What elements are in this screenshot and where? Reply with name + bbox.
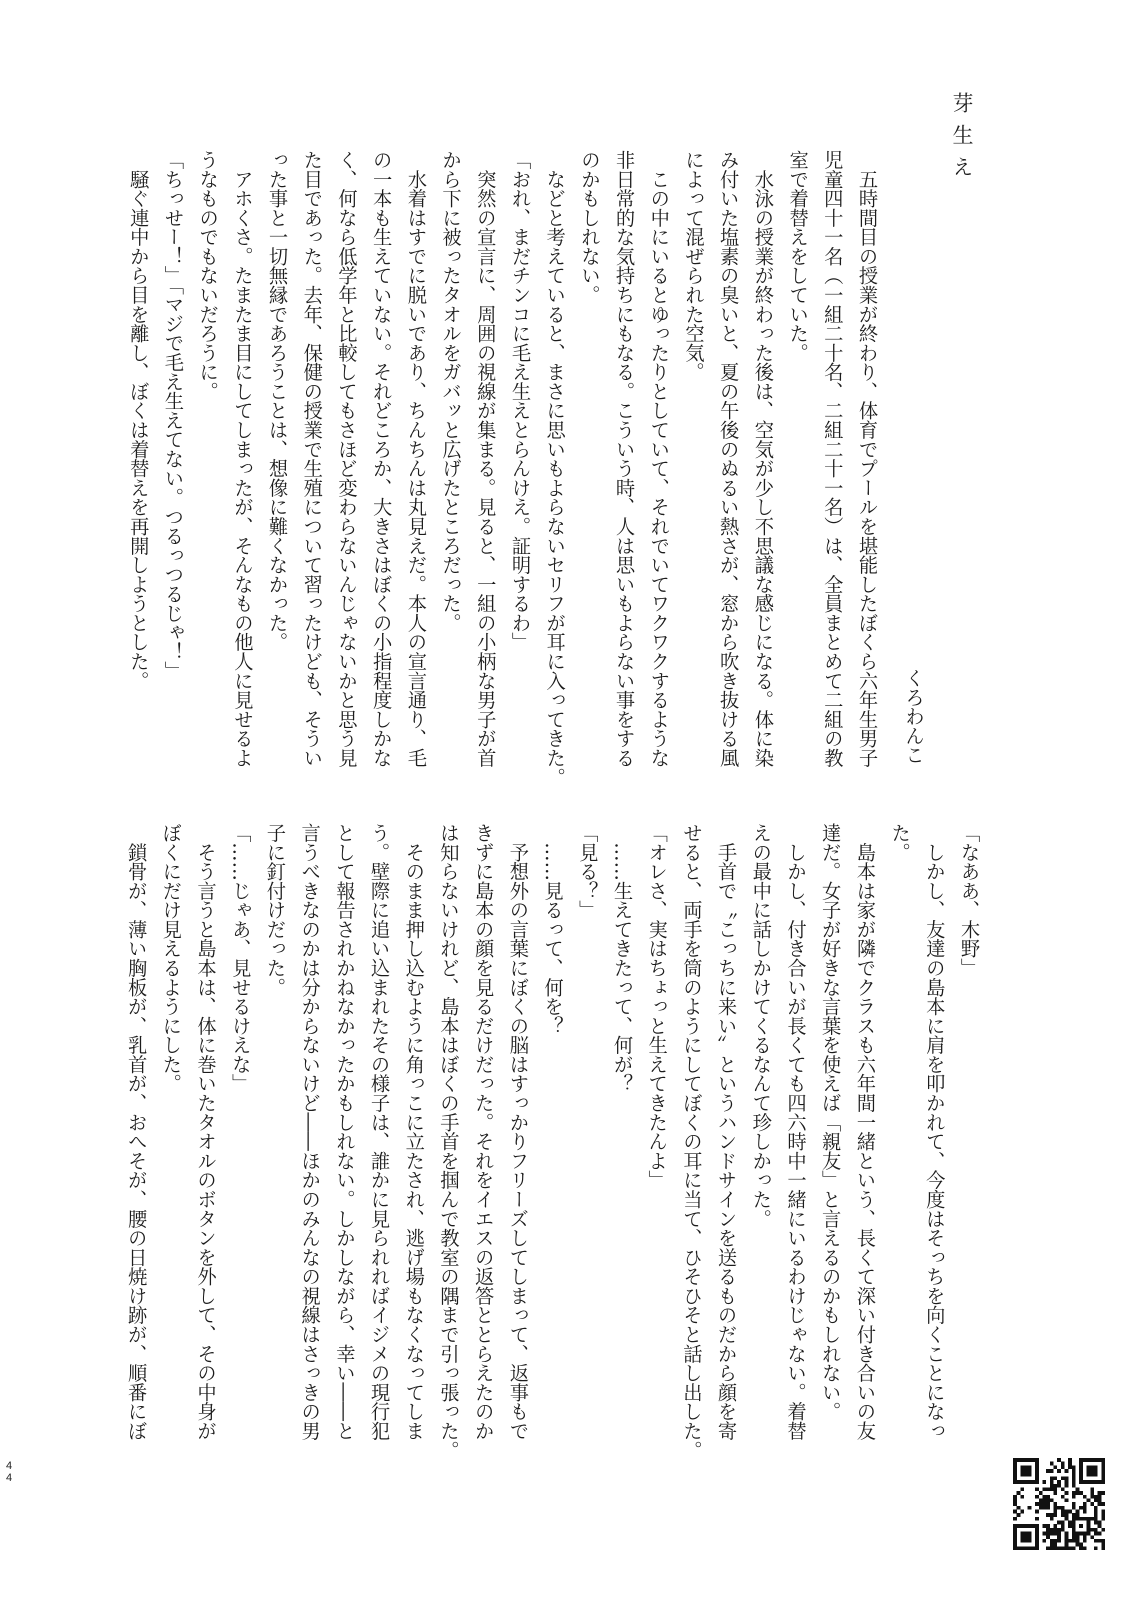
text-column: は知らないけれど、島本はぼくの手首を掴んで教室の隅まで引っ張った。 [436,823,460,1460]
text-column: 騒ぐ連中から目を離し、ぼくは着替えを再開しようとした。 [126,150,150,691]
text-column: そう言うと島本は、体に巻いたタオルのボタンを外して、その中身が [194,823,218,1441]
text-column: 水泳の授業が終わった後は、空気が少し不思議な感じになる。体に染 [751,150,775,768]
text-column: えの最中に話しかけてくるなんて珍しかった。 [749,823,773,1229]
text-column: 子に釘付けだった。 [263,823,287,997]
text-column: う。壁際に追い込まれたその様子は、誰かに見られればイジメの現行犯 [367,823,391,1441]
text-column: み付いた塩素の臭いと、夏の午後のぬるい熱さが、窓から吹き抜ける風 [716,150,740,768]
upper-text-block [120,150,883,787]
text-column: 五時間目の授業が終わり、体育でプールを堪能したぼくら六年生男子 [855,150,879,768]
text-column: 児童四十一名（一組二十名、二組二十一名）は、全員まとめて二組の教 [820,150,844,768]
lower-text-block [118,823,986,1460]
text-column: 言うべきなのかは分からないけど――ほかのみんなの視線はさっきの男 [298,823,322,1441]
text-column: アホくさ。たまたま目にしてしまったが、そんなもの他人に見せるよ [230,150,254,768]
text-column: この中にいるとゆったりとしていて、それでいてワクワクするような [647,150,671,768]
text-column: ……見るって、何を？ [541,823,565,1036]
text-column: 水着はすでに脱いであり、ちんちんは丸見えだ。本人の宣言通り、毛 [404,150,428,768]
text-column: 鎖骨が、薄い胸板が、乳首が、おへそが、腰の日焼け跡が、順番にぼ [124,823,148,1441]
text-column: 非日常的な気持ちにもなる。こういう時、人は思いもよらない事をする [612,150,636,768]
text-column: 突然の宣言に、周囲の視線が集まる。見ると、一組の小柄な男子が首 [473,150,497,768]
page-number: 44 [3,1460,15,1484]
text-column: から下に被ったタオルをガバッと広げたところだった。 [439,150,463,633]
text-column: た目であった。去年、保健の授業で生殖について習ったけども、そうい [300,150,324,768]
text-column: せると、両手を筒のようにしてぼくの耳に当て、ひそひそと話し出した。 [679,823,703,1460]
text-column: 室で着替えをしていた。 [786,150,810,363]
text-column: 手首で〝こっちに来い〟というハンドサインを送るものだから顔を寄 [714,823,738,1441]
text-column: しかし、付き合いが長くても四六時中一緒にいるわけじゃない。着替 [783,823,807,1441]
text-column: 「ちっせー！」「マジで毛え生えてない。つるっつるじゃ！」 [161,150,185,681]
text-column: のかもしれない。 [577,150,601,305]
text-column: の一本も生えていない。それどころか、大きさはぼくの小指程度しかな [369,150,393,768]
text-column: うなものでもないだろうに。 [196,150,220,401]
text-column: によって混ぜられた空気。 [681,150,705,382]
text-column: 達だ。女子が好きな言葉を使えば「親友」と言えるのかもしれない。 [818,823,842,1421]
text-column: 「おれ、まだチンコに毛え生えとらんけえ。証明するわ」 [508,150,532,652]
qr-code-icon [1013,1458,1105,1550]
text-column: 「なああ、木野」 [957,823,981,978]
text-column: ぼくにだけ見えるようにした。 [159,823,183,1094]
text-column: った事と一切無縁であろうことは、想像に難くなかった。 [265,150,289,652]
text-column: 予想外の言葉にぼくの脳はすっかりフリーズしてしまって、返事もで [506,823,530,1441]
text-column: として報告されかねなかったかもしれない。しかしながら、幸い――と [332,823,356,1441]
text-column: などと考えていると、まさに思いもよらないセリフが耳に入ってきた。 [543,150,567,787]
text-column: しかし、友達の島本に肩を叩かれて、今度はそっちを向くことになっ [922,823,946,1441]
text-column: きずに島本の顔を見るだけだった。それをイエスの返答ととらえたのか [471,823,495,1441]
text-column: ……生えてきたって、何が？ [610,823,634,1094]
text-column: 「……じゃあ、見せるけえな」 [228,823,252,1094]
story-title: 芽生え [950,92,974,188]
text-column: 島本は家が隣でクラスも六年間一緒という、長くて深い付き合いの友 [853,823,877,1441]
text-column: 「見る？」 [575,823,599,920]
story-author: くろわんこ [902,668,925,765]
text-column: 「オレさ、実はちょっと生えてきたんよ」 [645,823,669,1190]
text-column: そのまま押し込むように角っこに立たされ、逃げ場もなくなってしま [402,823,426,1441]
text-column: く、何なら低学年と比較してもさほど変わらないんじゃないかと思う見 [334,150,358,768]
text-column: た。 [888,823,912,862]
